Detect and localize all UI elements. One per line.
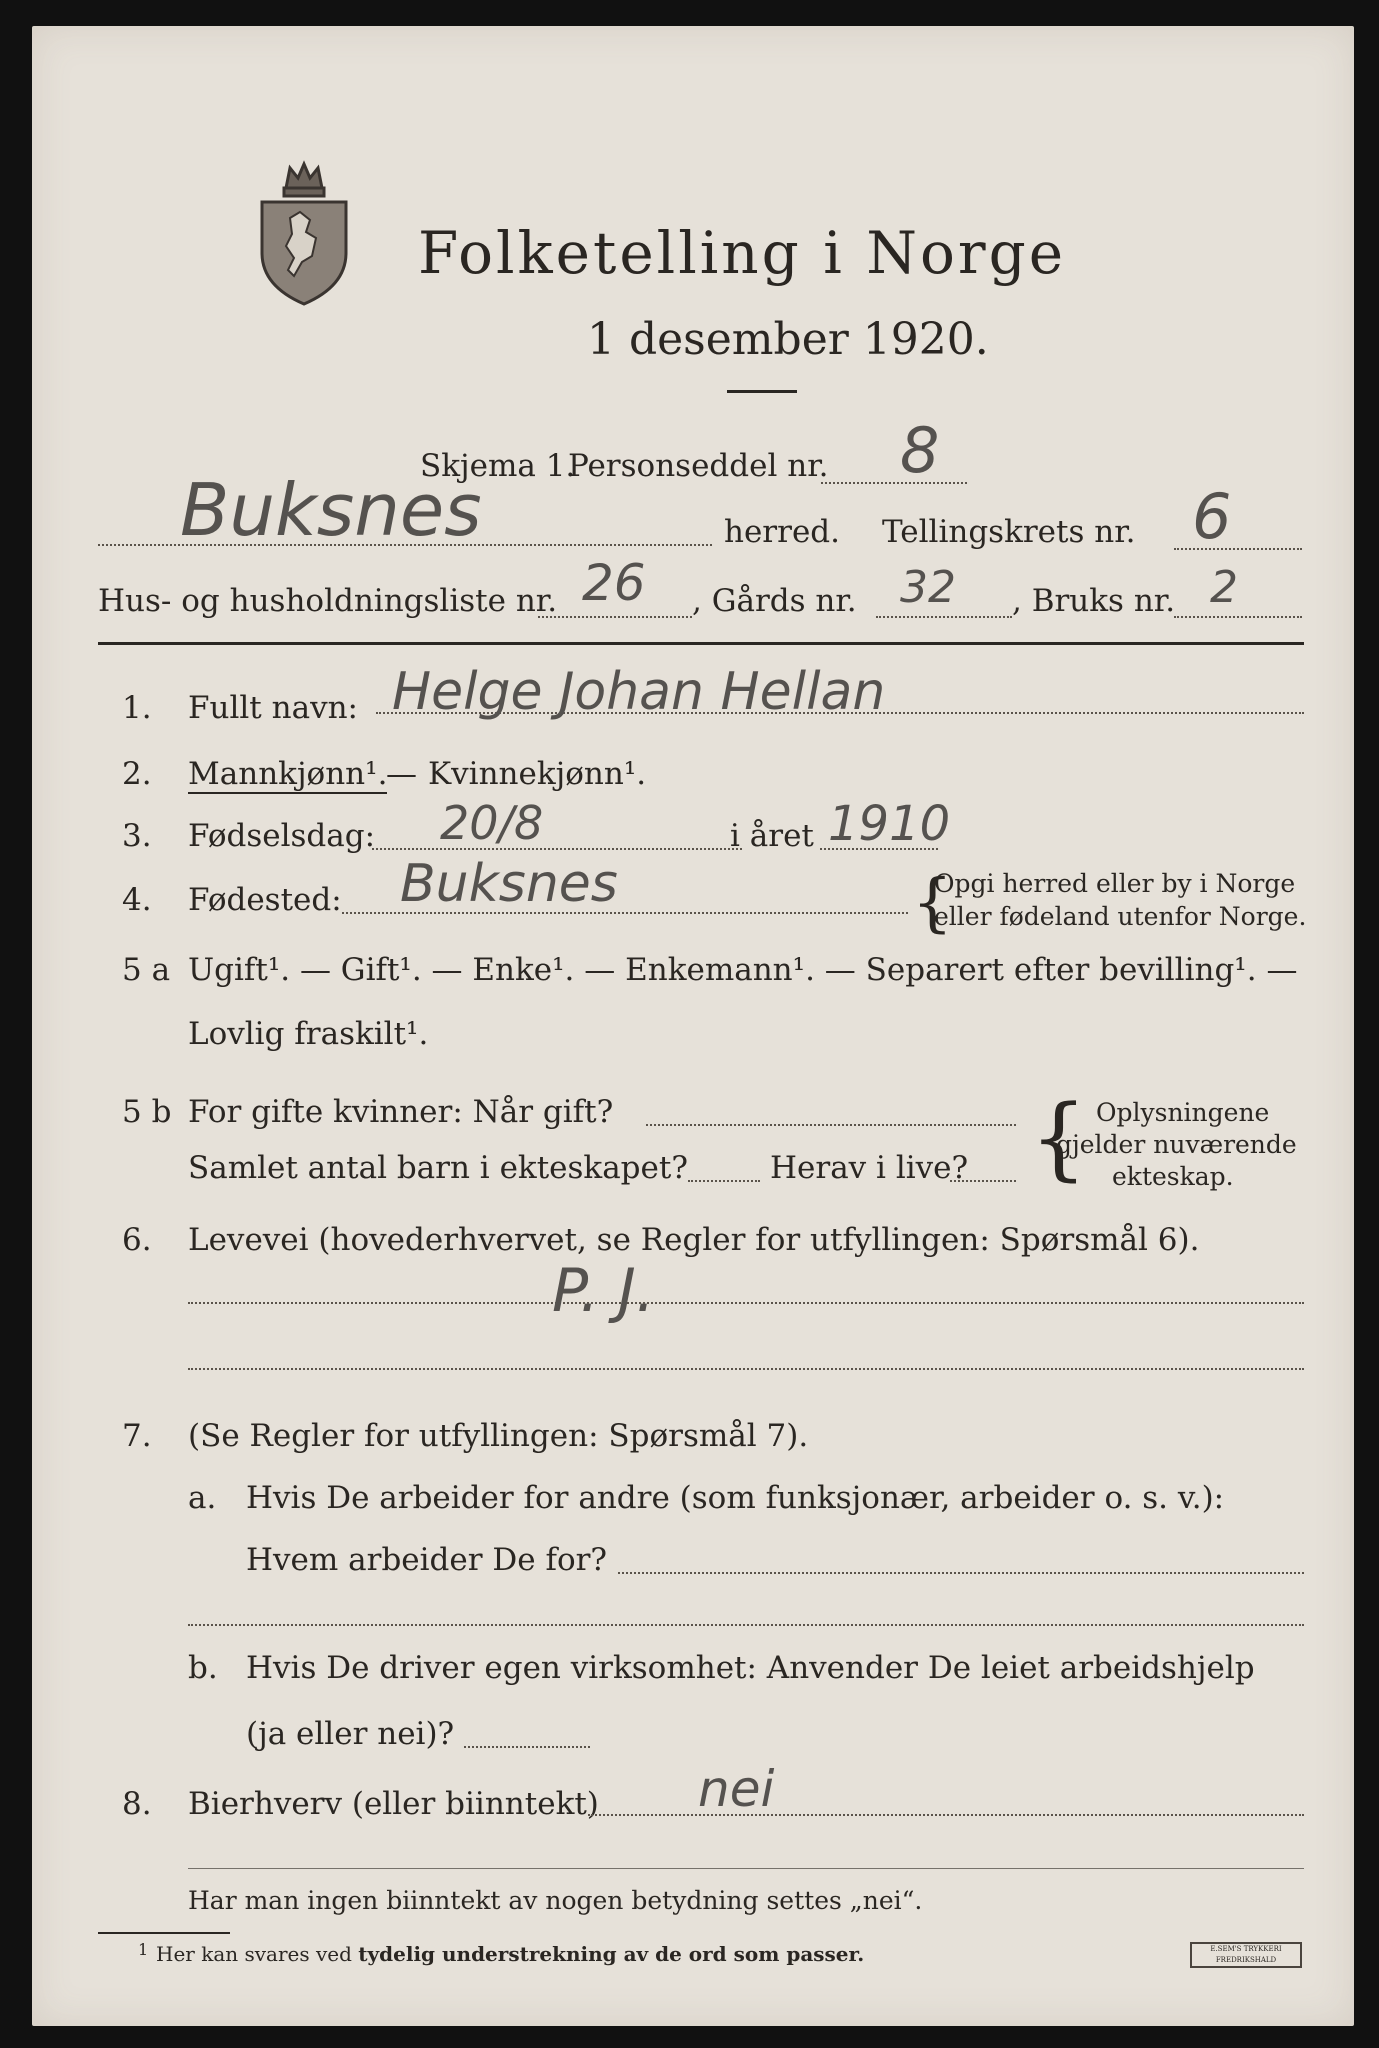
schema-label: Skjema 1. xyxy=(420,448,576,484)
year-label: i året xyxy=(730,818,814,854)
q8-label: Bierhverv (eller biinntekt) xyxy=(188,1786,599,1822)
occupation-value[interactable]: P. J. xyxy=(552,1256,655,1326)
marriage-note-3: ekteskap. xyxy=(1112,1162,1234,1191)
occupation-line-2 xyxy=(188,1368,1304,1370)
q2-number: 2. xyxy=(122,756,152,792)
q7a-question: Hvis De arbeider for andre (som funksjonær, arbeider o. s. v.): xyxy=(246,1480,1225,1516)
occupation-line-1 xyxy=(188,1302,1304,1304)
employer-label: Hvem arbeider De for? xyxy=(246,1542,608,1578)
q3-label: Fødselsdag: xyxy=(188,818,376,854)
gards-line xyxy=(876,616,1012,618)
birthday-value[interactable]: 20/8 xyxy=(440,796,544,850)
q3-number: 3. xyxy=(122,818,152,854)
full-name-value[interactable]: Helge Johan Hellan xyxy=(392,662,886,722)
q7a-letter: a. xyxy=(188,1480,217,1516)
male-option[interactable]: Mannkjønn¹. xyxy=(188,756,388,792)
children-alive-line xyxy=(950,1180,1016,1182)
printer-stamp: E.SEM'S TRYKKERI FREDRIKSHALD xyxy=(1190,1942,1302,1968)
q1-number: 1. xyxy=(122,690,152,726)
bruks-line xyxy=(1174,616,1302,618)
children-count-label: Samlet antal barn i ekteskapet? xyxy=(188,1150,688,1186)
birthplace-value[interactable]: Buksnes xyxy=(400,854,618,914)
census-date: 1 desember 1920. xyxy=(587,314,989,365)
children-alive-label: Herav i live? xyxy=(770,1150,969,1186)
tellingskrets-value[interactable]: 6 xyxy=(1192,480,1232,553)
marital-status-divorced[interactable]: Lovlig fraskilt¹. xyxy=(188,1016,429,1052)
hired-help-label: (ja eller nei)? xyxy=(246,1716,455,1752)
gards-label: , Gårds nr. xyxy=(692,583,857,619)
year-value[interactable]: 1910 xyxy=(828,796,951,852)
q7-number: 7. xyxy=(122,1418,152,1454)
footnote-text xyxy=(156,1942,864,1966)
personseddel-label: Personseddel nr. xyxy=(568,448,829,484)
married-when-line xyxy=(646,1124,1016,1126)
marriage-note-1: Oplysningene xyxy=(1096,1098,1270,1127)
gender-separator: — xyxy=(386,756,417,792)
header-rule xyxy=(98,642,1304,645)
female-option[interactable]: Kvinnekjønn¹. xyxy=(428,756,647,792)
herred-label: herred. xyxy=(724,514,840,550)
municipality-value[interactable]: Buksnes xyxy=(180,468,482,552)
personseddel-value[interactable]: 8 xyxy=(900,414,940,487)
q7b-question: Hvis De driver egen virksomhet: Anvender De leiet arbeidshjelp xyxy=(246,1650,1255,1686)
census-form xyxy=(32,26,1354,2026)
bruks-label: , Bruks nr. xyxy=(1012,583,1176,619)
q7-label: (Se Regler for utfyllingen: Spørsmål 7). xyxy=(188,1418,809,1454)
bruks-value[interactable]: 2 xyxy=(1210,562,1238,613)
footnote-text-plain: Her kan svares ved xyxy=(156,1942,352,1966)
q8-number: 8. xyxy=(122,1786,152,1822)
q1-label: Fullt navn: xyxy=(188,690,358,726)
q7b-letter: b. xyxy=(188,1650,218,1686)
brace: { xyxy=(912,866,953,940)
form-title: Folketelling i Norge xyxy=(418,219,1067,287)
q4-number: 4. xyxy=(122,882,152,918)
husholdning-value[interactable]: 26 xyxy=(582,554,646,612)
employer-line[interactable] xyxy=(618,1572,1304,1574)
married-when-label: For gifte kvinner: Når gift? xyxy=(188,1094,614,1130)
side-income-value[interactable]: nei xyxy=(698,1760,775,1818)
hired-help-line[interactable] xyxy=(464,1746,590,1748)
birthplace-note-2: eller fødeland utenfor Norge. xyxy=(934,902,1307,931)
husholdning-line xyxy=(538,616,692,618)
personseddel-line xyxy=(821,482,967,484)
employer-line-2[interactable] xyxy=(188,1624,1304,1626)
footer-note: Har man ingen biinntekt av nogen betydning settes „nei“. xyxy=(188,1886,923,1915)
gards-value[interactable]: 32 xyxy=(900,562,956,613)
coat-of-arms-icon xyxy=(254,158,354,308)
marriage-note-2: gjelder nuværende xyxy=(1056,1130,1297,1159)
q6-label: Levevei (hovederhvervet, se Regler for utfyllingen: Spørsmål 6). xyxy=(188,1222,1200,1258)
footnote-mark: 1 xyxy=(138,1940,149,1959)
marital-status-options[interactable]: Ugift¹. — Gift¹. — Enke¹. — Enkemann¹. — Separert efter bevilling¹. — xyxy=(188,952,1298,988)
title-divider xyxy=(727,390,797,393)
side-income-line xyxy=(588,1814,1304,1816)
q5a-number: 5 a xyxy=(122,952,171,988)
q8-rule xyxy=(188,1868,1304,1869)
children-count-line xyxy=(688,1180,760,1182)
q4-label: Fødested: xyxy=(188,882,342,918)
birthplace-note-1: Opgi herred eller by i Norge xyxy=(934,869,1296,898)
footnote-text-bold: tydelig understrekning av de ord som passer. xyxy=(358,1942,865,1966)
footnote-rule xyxy=(98,1932,230,1934)
birthday-line xyxy=(372,848,742,850)
brace: { xyxy=(1030,1086,1088,1191)
q6-number: 6. xyxy=(122,1222,152,1258)
q5b-number: 5 b xyxy=(122,1094,172,1130)
tellingskrets-label: Tellingskrets nr. xyxy=(882,514,1136,550)
husholdning-label: Hus- og husholdningsliste nr. xyxy=(98,583,558,619)
